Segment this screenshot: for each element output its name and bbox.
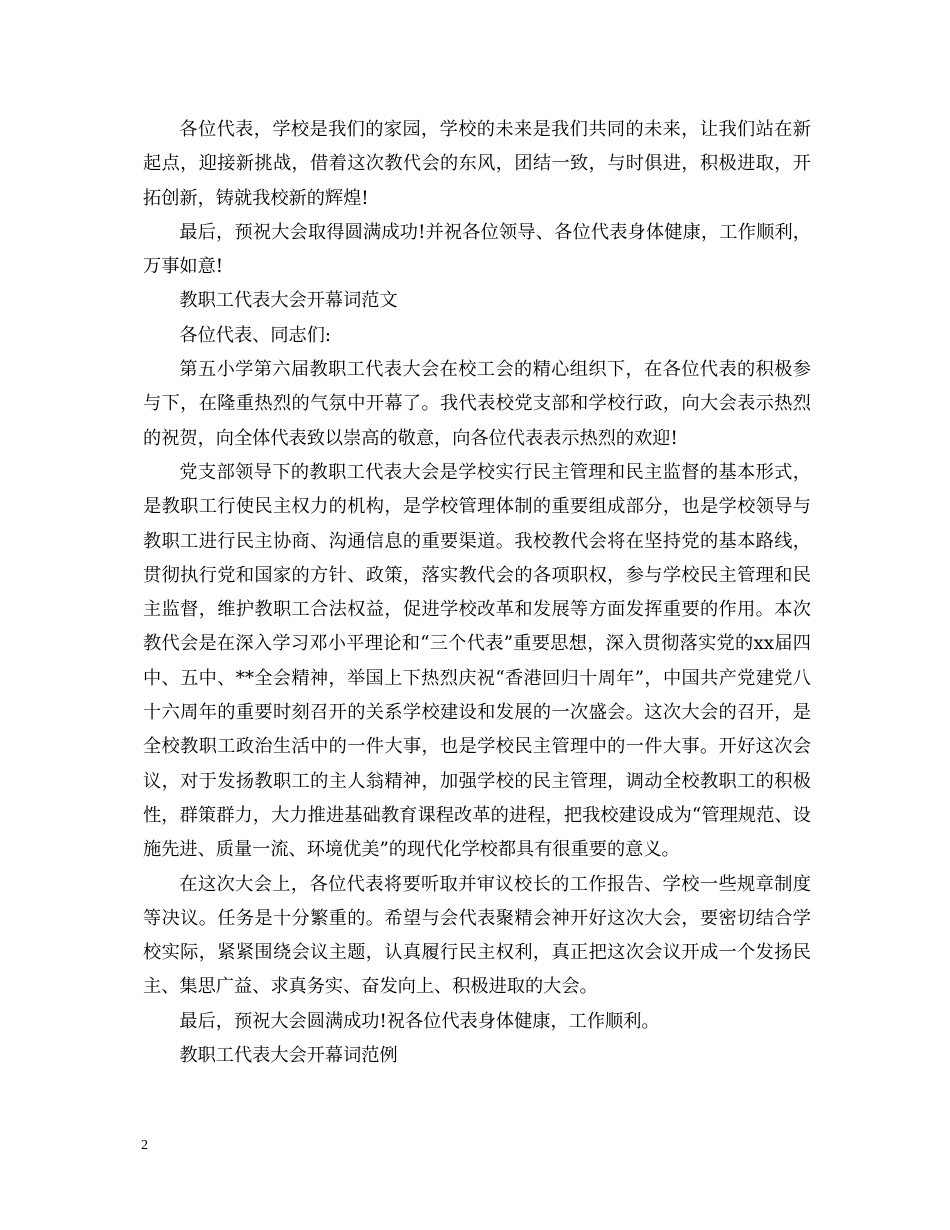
- page-number: 2: [141, 1138, 148, 1153]
- paragraph: 最后，预祝大会圆满成功!祝各位代表身体健康，工作顺利。: [179, 1010, 660, 1032]
- paragraph: 最后，预祝大会取得圆满成功!并祝各位领导、各位代表身体健康，工作顺利，万事如意!: [143, 221, 811, 278]
- section-heading: 教职工代表大会开幕词范文: [179, 290, 398, 312]
- section-heading: 教职工代表大会开幕词范例: [179, 1045, 398, 1067]
- paragraph: 各位代表，学校是我们的家园，学校的未来是我们共同的未来，让我们站在新起点，迎接新挑战，借着这次教代会的东风，团结一致，与时俱进，积极进取，开拓创新，铸就我校新的辉煌!: [143, 119, 811, 209]
- salutation: 各位代表、同志们:: [179, 324, 332, 346]
- paragraph: 在这次大会上，各位代表将要听取并审议校长的工作报告、学校一些规章制度等决议。任务是十分繁重的。希望与会代表聚精会神开好这次大会，要密切结合学校实际，紧紧围绕会议主题，认真履行民主权利，真正把这次会议开成一个发扬民主、集思广益、求真务实、奋发向上、积极进取的大会。: [143, 873, 811, 998]
- paragraph: 党支部领导下的教职工代表大会是学校实行民主管理和民主监督的基本形式，是教职工行使民主权力的机构，是学校管理体制的重要组成部分，也是学校领导与教职工进行民主协商、沟通信息的重要渠道。我校教代会将在坚持党的基本路线，贯彻执行党和国家的方针、政策，落实教代会的各项职权，参与学校民主管理和民主监督，维护教职工合法权益，促进学校改革和发展等方面发挥重要的作用。本次教代会是在深入学习邓小平理论和“三个代表”重要思想，深入贯彻落实党的xx届四中、五中、**全会精神，举国上下热烈庆祝“香港回归十周年”，中国共产党建党八十六周年的重要时刻召开的关系学校建设和发展的一次盛会。这次大会的召开，是全校教职工政治生活中的一件大事，也是学校民主管理中的一件大事。开好这次会议，对于发扬教职工的主人翁精神，加强学校的民主管理，调动全校教职工的积极性，群策群力，大力推进基础教育课程改革的进程，把我校建设成为“管理规范、设施先进、质量一流、环境优美”的现代化学校都具有很重要的意义。: [143, 461, 811, 861]
- document-body: [143, 113, 811, 1073]
- paragraph: 第五小学第六届教职工代表大会在校工会的精心组织下，在各位代表的积极参与下，在隆重热烈的气氛中开幕了。我代表校党支部和学校行政，向大会表示热烈的祝贺，向全体代表致以崇高的敬意，向各位代表表示热烈的欢迎!: [143, 359, 811, 449]
